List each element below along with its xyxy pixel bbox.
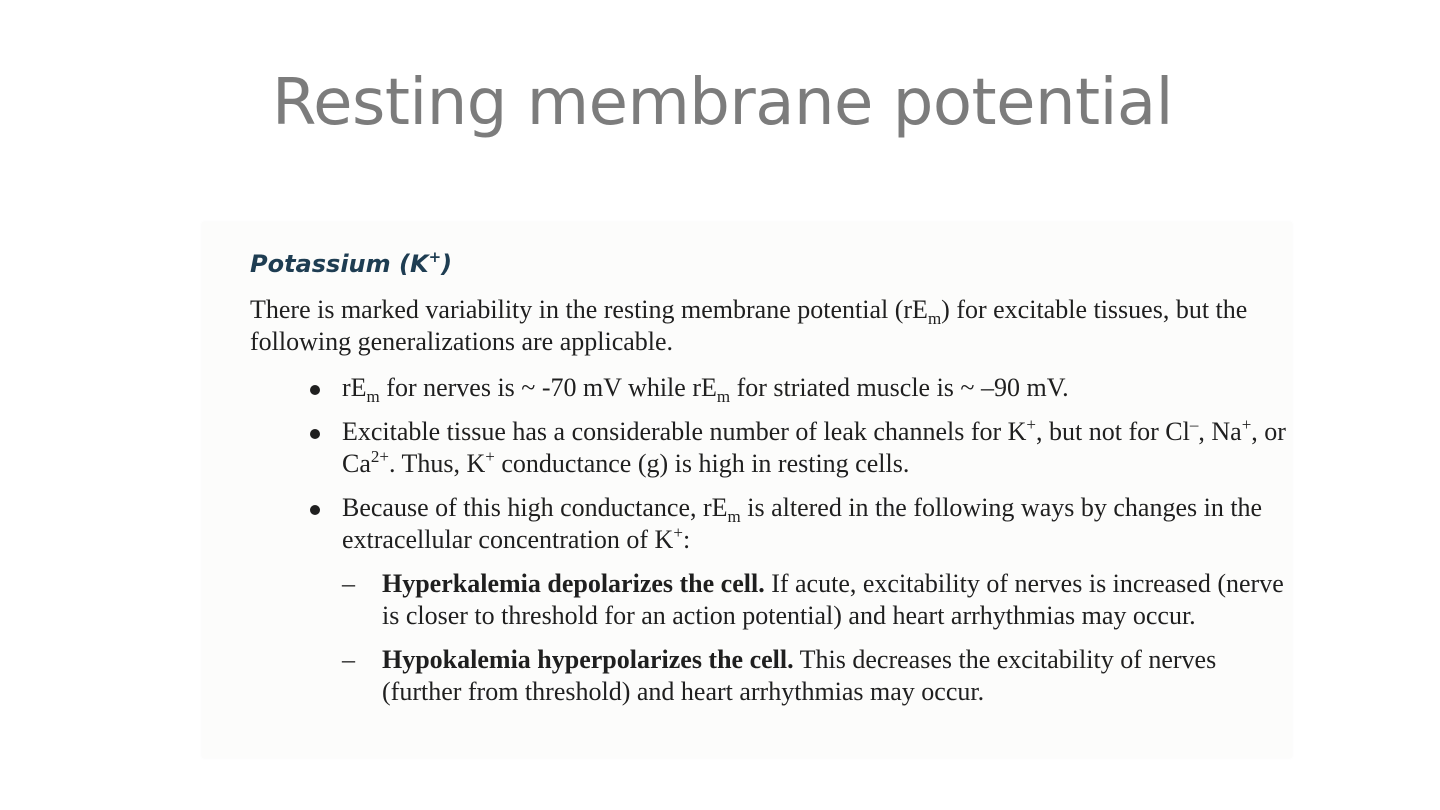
superscript: 2+ xyxy=(370,447,389,466)
text-run: Excitable tissue has a considerable number of leak channels for K xyxy=(342,417,1027,446)
heading-close: ) xyxy=(441,250,453,278)
superscript: + xyxy=(673,523,683,542)
text-run: , or Ca xyxy=(342,417,1286,478)
intro-text-a: There is marked variability in the resting membrane potential (rE xyxy=(250,295,928,324)
section-heading xyxy=(250,250,452,278)
text-run: for striated muscle is ~ –90 mV. xyxy=(730,373,1069,402)
text-run: rE xyxy=(342,373,367,402)
heading-superscript: + xyxy=(428,248,442,266)
sub-item-hypokalemia xyxy=(342,644,1288,708)
text-run: Because of this high conductance, rE xyxy=(342,493,728,522)
intro-paragraph xyxy=(250,294,1290,358)
superscript: – xyxy=(1189,415,1199,434)
text-run: : xyxy=(682,525,691,554)
sub-item-bold: Hypokalemia hyperpolarizes the cell. xyxy=(382,645,794,674)
sub-item-hyperkalemia xyxy=(342,568,1288,632)
dash-icon: – xyxy=(342,645,355,674)
bullet-dot-icon xyxy=(310,385,320,395)
sub-item-text: This decreases the excitability of nerves (further from threshold) and heart arrhythmias may occur. xyxy=(382,645,1217,706)
subscript: m xyxy=(727,507,741,526)
bullet-item-resting-values xyxy=(298,372,1288,404)
intro-subscript: m xyxy=(927,309,942,328)
text-run: . Thus, K xyxy=(388,449,486,478)
superscript: + xyxy=(485,447,495,466)
bullet-item-conductance xyxy=(298,492,1288,708)
subscript: m xyxy=(716,387,731,406)
dash-icon: – xyxy=(342,569,355,598)
intro-text-b: ) for excitable tissues, but the following generalizations are applicable. xyxy=(250,295,1248,356)
text-run: , Na xyxy=(1198,417,1242,446)
superscript: + xyxy=(1026,415,1037,434)
sub-item-text: If acute, excitability of nerves is increased (nerve is closer to threshold for an action potential) and heart arrhythmias may occur. xyxy=(382,569,1284,630)
text-run: is altered in the following ways by changes in the extracellular concentration of K xyxy=(342,493,1263,554)
bullet-list xyxy=(298,372,1288,720)
bullet-dot-icon xyxy=(310,429,320,439)
bullet-dot-icon xyxy=(310,505,320,515)
text-run: for nerves is ~ -70 mV while rE xyxy=(379,373,717,402)
heading-text: Potassium (K xyxy=(250,250,429,278)
text-run: , but not for Cl xyxy=(1036,417,1190,446)
textbook-excerpt xyxy=(202,222,1292,758)
slide-title: Resting membrane potential xyxy=(272,66,1173,140)
bullet-item-leak-channels xyxy=(298,416,1288,480)
subscript: m xyxy=(366,387,380,406)
sub-list xyxy=(342,568,1288,708)
superscript: + xyxy=(1241,415,1252,434)
sub-item-bold: Hyperkalemia depolarizes the cell. xyxy=(382,569,765,598)
text-run: conductance (g) is high in resting cells. xyxy=(494,449,910,478)
